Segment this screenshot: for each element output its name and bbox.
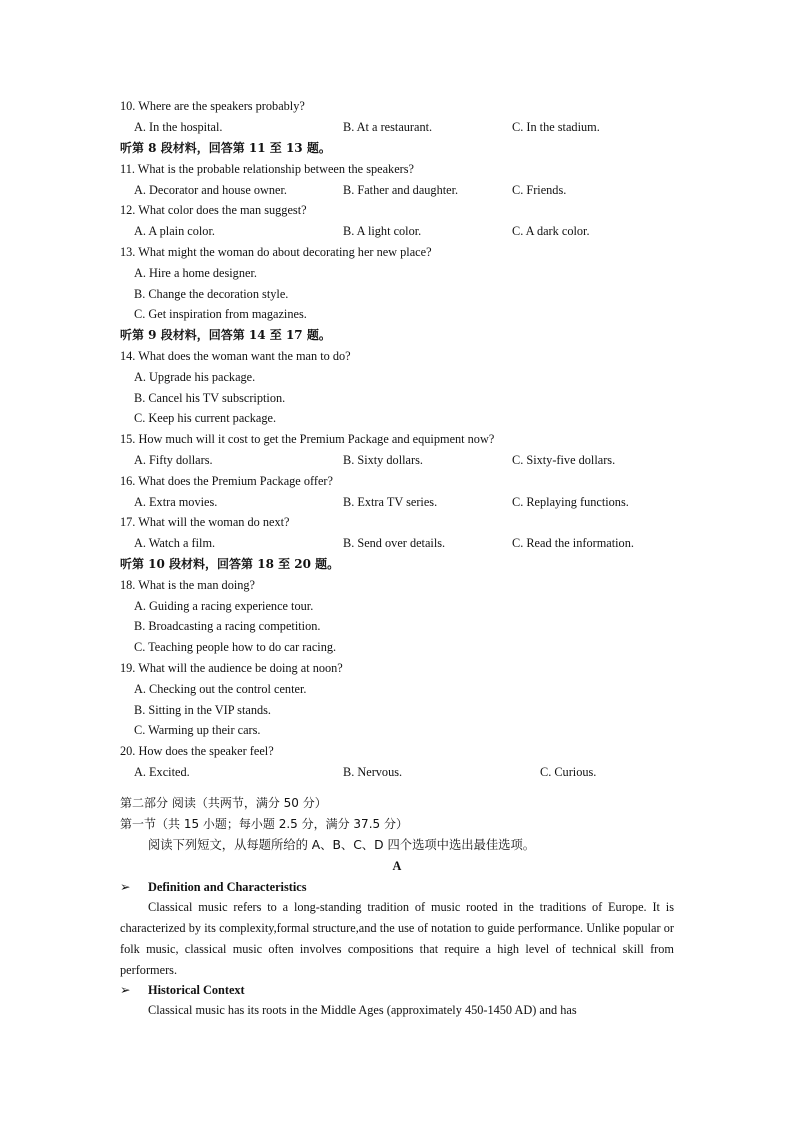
- passage-subheading-definition: Definition and Characteristics: [148, 880, 307, 894]
- q10-option-c: C. In the stadium.: [512, 120, 600, 134]
- question-14: 14. What does the woman want the man to do?: [120, 349, 351, 363]
- passage-subheading-historical: Historical Context: [148, 983, 245, 997]
- q15-option-a: A. Fifty dollars.: [134, 453, 213, 467]
- section-header-8: 听第 8 段材料，回答第 11 至 13 题。: [120, 141, 331, 155]
- q11-option-c: C. Friends.: [512, 183, 567, 197]
- q12-option-a: A. A plain color.: [134, 224, 215, 238]
- paragraph-text: Classical music has its roots in the Middle Ages (approximately 450-1450 AD) and has: [148, 1003, 577, 1017]
- q10-option-b: B. At a restaurant.: [343, 120, 433, 134]
- q18-option-b: B. Broadcasting a racing competition.: [134, 619, 321, 633]
- bullet-arrow-icon: ➢: [120, 983, 131, 997]
- passage-paragraph-definition: [120, 897, 674, 981]
- q17-option-a: A. Watch a film.: [134, 536, 216, 550]
- q11-option-a: A. Decorator and house owner.: [134, 183, 287, 197]
- question-13: 13. What might the woman do about decorating her new place?: [120, 245, 432, 259]
- paragraph-text: Classical music refers to a long-standing tradition of music rooted in the traditions of Europe. It is characterized by its complexity,formal structure,and the use of notation to guide performance. Unlike popular or folk music, classical music often involves compositions that require a high level of technical skill from performers.: [120, 900, 674, 977]
- q17-option-b: B. Send over details.: [343, 536, 446, 550]
- question-10: 10. Where are the speakers probably?: [120, 99, 305, 113]
- q20-option-a: A. Excited.: [134, 765, 190, 779]
- q20-option-b: B. Nervous.: [343, 765, 403, 779]
- q16-option-c: C. Replaying functions.: [512, 495, 629, 509]
- question-16: 16. What does the Premium Package offer?: [120, 474, 333, 488]
- q16-option-a: A. Extra movies.: [134, 495, 218, 509]
- question-12: 12. What color does the man suggest?: [120, 203, 307, 217]
- q19-option-a: A. Checking out the control center.: [134, 682, 307, 696]
- passage-letter: A: [392, 859, 402, 873]
- q19-option-c: C. Warming up their cars.: [134, 723, 261, 737]
- question-18: 18. What is the man doing?: [120, 578, 256, 592]
- part-two-title: 第二部分 阅读（共两节，满分 50 分）: [120, 796, 327, 810]
- passage-paragraph-historical: [120, 1000, 674, 1021]
- reading-instruction: 阅读下列短文，从每题所给的 A、B、C、D 四个选项中选出最佳选项。: [148, 838, 536, 852]
- question-19: 19. What will the audience be doing at noon?: [120, 661, 343, 675]
- q13-option-a: A. Hire a home designer.: [134, 266, 257, 280]
- question-17: 17. What will the woman do next?: [120, 515, 290, 529]
- q14-option-c: C. Keep his current package.: [134, 411, 277, 425]
- q12-option-b: B. A light color.: [343, 224, 422, 238]
- q17-option-c: C. Read the information.: [512, 536, 634, 550]
- q14-option-a: A. Upgrade his package.: [134, 370, 256, 384]
- q20-option-c: C. Curious.: [540, 765, 597, 779]
- question-11: 11. What is the probable relationship between the speakers?: [120, 162, 415, 176]
- question-15: 15. How much will it cost to get the Premium Package and equipment now?: [120, 432, 495, 446]
- q15-option-c: C. Sixty-five dollars.: [512, 453, 616, 467]
- q18-option-c: C. Teaching people how to do car racing.: [134, 640, 337, 654]
- q13-option-b: B. Change the decoration style.: [134, 287, 289, 301]
- q14-option-b: B. Cancel his TV subscription.: [134, 391, 286, 405]
- q18-option-a: A. Guiding a racing experience tour.: [134, 599, 314, 613]
- q11-option-b: B. Father and daughter.: [343, 183, 459, 197]
- q16-option-b: B. Extra TV series.: [343, 495, 438, 509]
- section-header-10: 听第 10 段材料，回答第 18 至 20 题。: [120, 557, 340, 571]
- section-one-title: 第一节（共 15 小题；每小题 2.5 分，满分 37.5 分）: [120, 817, 408, 831]
- section-header-9: 听第 9 段材料，回答第 14 至 17 题。: [120, 328, 331, 342]
- q13-option-c: C. Get inspiration from magazines.: [134, 307, 307, 321]
- question-20: 20. How does the speaker feel?: [120, 744, 274, 758]
- q10-option-a: A. In the hospital.: [134, 120, 223, 134]
- q12-option-c: C. A dark color.: [512, 224, 590, 238]
- q15-option-b: B. Sixty dollars.: [343, 453, 423, 467]
- bullet-arrow-icon: ➢: [120, 880, 131, 894]
- q19-option-b: B. Sitting in the VIP stands.: [134, 703, 271, 717]
